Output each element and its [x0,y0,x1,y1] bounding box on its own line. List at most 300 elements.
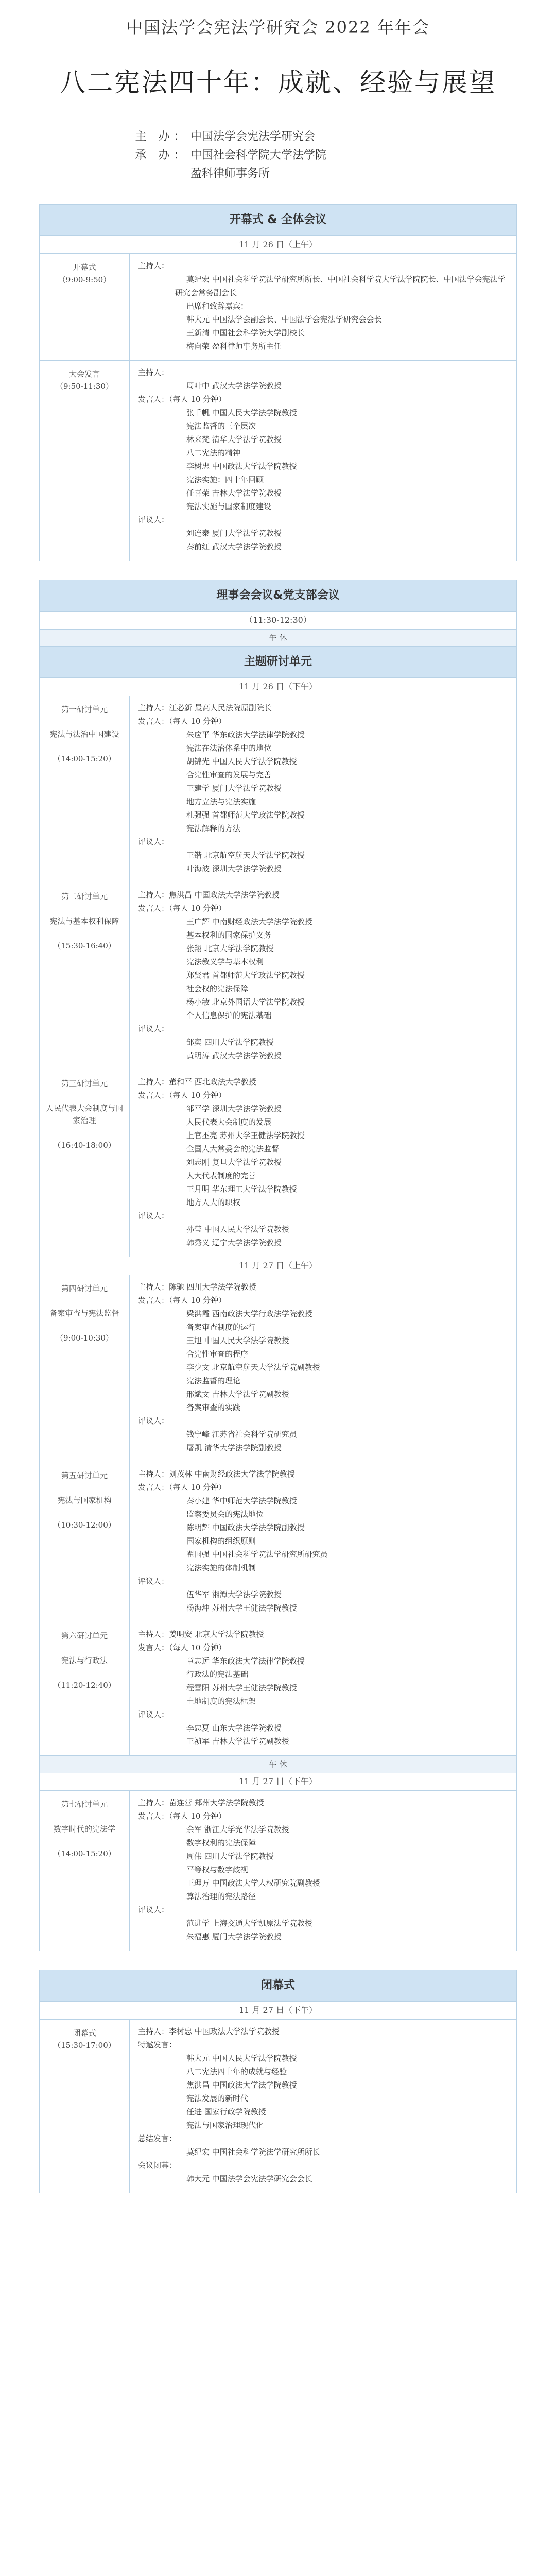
session-line [138,340,508,353]
session-line [138,822,508,835]
line-text: 国家机构的组织原则 [186,1536,256,1546]
session-line [138,915,508,928]
line-text: 王锴 北京航空航天大学法学院教授 [186,851,305,860]
role-label: 发言人： [138,1643,169,1652]
session-line [138,1601,508,1615]
session-line [138,1022,508,1036]
line-text: 秦前红 武汉大学法学院教授 [186,542,282,551]
role-label: 评议人： [138,515,169,524]
session-label-line: 第五研讨单元 [61,1471,108,1480]
session-line [138,1374,508,1387]
line-text: 董和平 西北政法大学教授 [169,1077,256,1087]
line-text: 叶海波 深圳大学法学院教授 [186,864,282,873]
line-text: 黄明涛 武汉大学法学院教授 [186,1051,282,1060]
line-text: 刘志刚 复旦大学法学院教授 [186,1158,282,1167]
line-text: 宪法实施与国家制度建设 [186,502,272,511]
session-line [138,1129,508,1142]
session-line [138,1102,508,1115]
role-label: 评议人： [138,1710,169,1719]
session-line [138,1876,508,1890]
session-line [138,2145,508,2159]
session-line [138,326,508,340]
line-text: 备案审查制度的运行 [186,1323,256,1332]
session-date: 11 月 27 日（下午） [39,1773,517,1790]
session-line [138,1721,508,1735]
session-line [138,1441,508,1454]
line-text: 梁洪霞 西南政法大学行政法学院教授 [186,1309,312,1318]
session-line [138,2105,508,2119]
session-label-line [45,1127,124,1139]
role-label: 评议人： [138,1024,169,1033]
session-line [138,1694,508,1708]
session-label-line: 大会发言 [68,369,100,379]
session-label-line [45,740,124,753]
line-text: 朱福惠 厦门大学法学院教授 [186,1932,282,1941]
line-text: 宪法实施的体制机制 [186,1563,256,1572]
session-line [138,942,508,955]
line-text: 备案审查的实践 [186,1403,241,1412]
session-line [138,1036,508,1049]
session-label [40,361,130,561]
program-body [0,204,556,2209]
session-line [138,1574,508,1588]
session-line [138,500,508,513]
organizer-list [134,128,422,183]
line-text: 章志远 华东政法大学法律学院教授 [186,1656,305,1666]
line-text: 王祯军 吉林大学法学院副教授 [186,1737,289,1746]
line-text: 焦洪昌 中国政法大学法学院教授 [186,2080,297,2090]
session-line [138,1320,508,1334]
role-label: 主持人： [138,1798,169,1807]
role-label: 主持人： [138,703,169,713]
session-label-line: 第七研讨单元 [61,1800,108,1809]
session-label-line: 人民代表大会制度与国家治理 [45,1104,123,1125]
session-label-line: 宪法与国家机构 [57,1496,112,1505]
line-text: （每人 10 分钟） [169,904,227,913]
role-label: 主持人： [138,890,169,900]
session-line [138,366,508,379]
session-label-line: （10:30-12:00） [53,1520,116,1530]
session-label-line [45,1295,124,1307]
role-label: 特邀发言： [138,2040,177,2049]
page-end [0,2193,556,2209]
session-label-line: 第二研讨单元 [61,892,108,901]
session-row [40,1462,516,1622]
role-label: 主持人： [138,1469,169,1479]
session-line [138,1668,508,1681]
host-name: 中国法学会宪法学研究会 [190,130,316,143]
line-text: 杨海坤 苏州大学王健法学院教授 [186,1603,297,1613]
session-line [138,1467,508,1481]
session-line [138,982,508,995]
line-text: 数字权利的宪法保障 [186,1838,256,1848]
line-text: 周叶中 武汉大学法学院教授 [186,381,282,391]
line-text: 李树忠 中国政法大学法学院教授 [186,462,297,471]
session-line [138,955,508,969]
session-details [130,1462,516,1622]
session-line [138,433,508,446]
session-line [138,1294,508,1307]
role-label: 主持人： [138,1282,169,1292]
session-line [138,1196,508,1209]
line-text: 王新清 中国社会科学院大学副校长 [186,328,305,337]
session-line [138,513,508,527]
session-row [40,883,516,1070]
session-details [130,361,516,561]
line-text: 宪法教义学与基本权利 [186,957,264,967]
session-label [40,1791,130,1951]
role-label: 主持人： [138,1077,169,1087]
line-text: （每人 10 分钟） [169,1296,227,1305]
host-label: 主 办： [135,130,189,143]
role-label: 发言人： [138,1091,169,1100]
session-label-line: 第一研讨单元 [61,705,108,714]
session-line [138,1414,508,1428]
session-line [138,1115,508,1129]
session-row [40,360,516,561]
session-line [138,1641,508,1654]
line-text: 屠凯 清华大学法学院副教授 [186,1443,282,1452]
session-line [138,1142,508,1156]
role-label: 评议人： [138,1211,169,1221]
session-row [40,1790,516,1951]
line-text: 合宪性审查的发展与完善 [186,770,272,779]
line-text: 出席和致辞嘉宾： [186,301,249,311]
session-line [138,862,508,875]
line-text: 莫纪宏 中国社会科学院法学研究所所长 [186,2147,320,2157]
organizer-row [134,146,422,165]
session-line [138,1401,508,1414]
role-label: 主持人： [138,261,169,270]
session-line [138,1628,508,1641]
line-text: 焦洪昌 中国政法大学法学院教授 [169,890,280,900]
line-text: 陈明辉 中国政法大学法学院副教授 [186,1523,305,1532]
role-label: 会议闭幕： [138,2161,177,2170]
line-text: 孙莹 中国人民大学法学院教授 [186,1225,289,1234]
session-label [40,883,130,1070]
line-text: 陈驰 四川大学法学院教授 [169,1282,256,1292]
session-line [138,888,508,902]
line-text: 土地制度的宪法框架 [186,1697,256,1706]
session-row [40,1070,516,1257]
session-line [138,2159,508,2172]
session-label-line: 第三研讨单元 [61,1079,108,1088]
line-text: 刘茂林 中南财经政法大学法学院教授 [169,1469,295,1479]
session-row [40,2019,516,2193]
session-line [138,2119,508,2132]
session-line [138,1850,508,1863]
line-text: 韩大元 中国人民大学法学院教授 [186,2054,297,2063]
session-label [40,1275,130,1462]
session-line [138,969,508,982]
session-line [138,1863,508,1876]
session-line [138,1049,508,1062]
line-text: 王广辉 中南财经政法大学法学院教授 [186,917,312,926]
section-band: 理事会会议&党支部会议 [39,580,517,612]
session-line [138,406,508,419]
session-label-line: 宪法与基本权利保障 [49,917,119,926]
session-label-line: 第六研讨单元 [61,1631,108,1640]
session-details [130,1070,516,1257]
conference-title: 八二宪法四十年：成就、经验与展望 [60,67,496,97]
role-label: 发言人： [138,717,169,726]
session-line [138,808,508,822]
line-text: 地方立法与宪法实施 [186,797,256,806]
session-details [130,883,516,1070]
session-row [40,1622,516,1755]
line-text: 全国人大常委会的宪法监督 [186,1144,280,1154]
line-text: 八二宪法的精神 [186,448,241,457]
session-line [138,902,508,915]
session-label-line [45,1482,124,1494]
role-label: 主持人： [138,368,169,377]
line-text: 行政法的宪法基础 [186,1670,249,1679]
line-text: 宪法解释的方法 [186,824,241,833]
session-table [39,696,517,1257]
session-line [138,1548,508,1561]
session-line [138,1089,508,1102]
session-line [138,540,508,553]
session-line [138,835,508,849]
session-line [138,1507,508,1521]
line-text: 李树忠 中国政法大学法学院教授 [169,2027,280,2036]
session-row [40,253,516,360]
role-label: 评议人： [138,837,169,846]
line-text: 莫纪宏 中国社会科学院法学研究所所长、中国社会科学院大学法学院院长、中国法学会宪法学研究会常务副会长 [175,275,506,297]
session-line [138,1796,508,1809]
session-line [138,2172,508,2185]
session-details [130,1791,516,1951]
session-line [138,1307,508,1320]
session-line [138,1917,508,1930]
session-label-line [45,1090,124,1102]
session-label-line: 闭幕式 [73,2028,96,2038]
line-text: 监察委员会的宪法地位 [186,1510,264,1519]
line-text: （每人 10 分钟） [169,395,227,404]
line-text: 王建学 厦门大学法学院教授 [186,784,282,793]
line-text: 算法治理的宪法路径 [186,1892,256,1901]
session-label-line: （9:00-9:50） [58,275,111,284]
session-line [138,768,508,782]
line-text: 王理万 中国政法大学人权研究院副教授 [186,1878,320,1888]
session-table [39,253,517,561]
line-text: 任进 国家行政学院教授 [186,2107,266,2116]
session-details [130,2020,516,2193]
role-label: 评议人： [138,1577,169,1586]
line-text: 秦小建 华中师范大学法学院教授 [186,1496,297,1505]
line-text: 宪法与国家治理现代化 [186,2121,264,2130]
section-gap [0,1951,556,1970]
session-line [138,715,508,728]
line-text: 社会权的宪法保障 [186,984,249,993]
session-line [138,1223,508,1236]
session-line [138,1361,508,1374]
line-text: 个人信息保护的宪法基础 [186,1011,272,1020]
session-line [138,1009,508,1022]
session-line [138,2065,508,2078]
session-line [138,782,508,795]
session-line [138,1169,508,1182]
session-label-line: 宪法与法治中国建设 [49,730,119,739]
session-line [138,379,508,393]
session-line [138,446,508,460]
line-text: 伍华军 湘潭大学法学院教授 [186,1590,282,1599]
role-label: 主持人： [138,2027,169,2036]
session-line [138,1809,508,1823]
session-label-line [45,1319,124,1332]
session-line [138,1534,508,1548]
session-label-line [45,1667,124,1679]
line-text: 宪法实施：四十年回顾 [186,475,264,484]
section-band: 开幕式 & 全体会议 [39,204,517,236]
session-line [138,2052,508,2065]
session-line [138,1280,508,1294]
session-label-line: 数字时代的宪法学 [53,1824,115,1834]
session-line [138,1521,508,1534]
line-text: 江必新 最高人民法院原副院长 [169,703,272,713]
co-organizer-name: 盈科律师事务所 [190,167,270,180]
line-text: 姜明安 北京大学法学院教授 [169,1630,264,1639]
line-text: 合宪性审查的程序 [186,1349,249,1359]
line-text: 翟国强 中国社会科学院法学研究所研究员 [186,1550,328,1559]
session-row [40,1275,516,1462]
session-line [138,701,508,715]
session-label-line [45,1642,124,1654]
line-text: 朱应平 华东政法大学法律学院教授 [186,730,305,739]
session-label-line: （9:00-10:30） [56,1333,113,1343]
session-line [138,2038,508,2052]
session-label-line [45,1506,124,1519]
session-details [130,696,516,883]
session-label-line: （9:50-11:30） [56,382,113,391]
session-label [40,254,130,360]
line-text: 邢斌文 吉林大学法学院副教授 [186,1389,289,1399]
session-line [138,299,508,313]
session-label-line: 第四研讨单元 [61,1284,108,1293]
session-label-line: （15:30-16:40） [53,941,116,951]
session-label-line [45,927,124,940]
session-label-line [45,1810,124,1823]
line-text: 余军 浙江大学光华法学院教授 [186,1825,289,1834]
line-text: 李少文 北京航空航天大学法学院副教授 [186,1363,320,1372]
session-line [138,1347,508,1361]
session-label-line: （16:40-18:00） [53,1141,116,1150]
line-text: 王旭 中国人民大学法学院教授 [186,1336,289,1345]
session-line [138,1428,508,1441]
session-label-line [45,903,124,915]
session-table [39,1790,517,1951]
line-text: 地方人大的职权 [186,1198,241,1207]
line-text: 人大代表制度的完善 [186,1171,256,1180]
line-text: 韩秀义 辽宁大学法学院教授 [186,1238,282,1247]
line-text: 苗连营 郑州大学法学院教授 [169,1798,264,1807]
role-label: 发言人： [138,1483,169,1492]
session-line [138,1588,508,1601]
session-line [138,995,508,1009]
session-label-line: （14:00-15:20） [53,754,116,764]
line-text: 杨小敏 北京外国语大学法学院教授 [186,997,305,1007]
session-label-line: （15:30-17:00） [53,2041,116,2050]
session-line [138,1836,508,1850]
session-line [138,1481,508,1494]
line-text: 韩大元 中国法学会副会长、中国法学会宪法学研究会会长 [186,315,382,324]
line-text: 人民代表大会制度的发展 [186,1117,272,1127]
line-text: 张千帆 中国人民大学法学院教授 [186,408,297,417]
line-text: 宪法在法治体系中的地位 [186,743,272,753]
session-label-line [45,716,124,728]
role-label: 评议人： [138,1416,169,1426]
session-line [138,1075,508,1089]
line-text: （每人 10 分钟） [169,1483,227,1492]
session-row [40,696,516,883]
line-text: 林来梵 清华大学法学院教授 [186,435,282,444]
role-label: 评议人： [138,1905,169,1914]
role-label: 发言人： [138,1811,169,1821]
line-text: 郑贤君 首都师范大学政法学院教授 [186,971,305,980]
session-line [138,2078,508,2092]
line-text: 基本权利的国家保护义务 [186,930,272,940]
role-label: 发言人： [138,1296,169,1305]
line-text: 平等权与数字歧视 [186,1865,249,1874]
line-text: 李忠夏 山东大学法学院教授 [186,1723,282,1733]
line-text: 邹奕 四川大学法学院教授 [186,1038,274,1047]
session-line [138,1930,508,1943]
session-line [138,1708,508,1721]
session-details [130,1622,516,1755]
line-text: 张翔 北京大学法学院教授 [186,944,274,953]
session-label [40,696,130,883]
session-line [138,728,508,741]
session-label-line: 备案审查与宪法监督 [49,1309,119,1318]
session-line [138,928,508,942]
session-line [138,1561,508,1574]
session-line [138,2092,508,2105]
session-line [138,755,508,768]
page-header [0,0,556,183]
line-text: 邹平学 深圳大学法学院教授 [186,1104,282,1113]
session-line [138,1494,508,1507]
section-band: 闭幕式 [39,1970,517,2002]
role-label: 主持人： [138,1630,169,1639]
session-label-line [45,1835,124,1848]
session-label-line: （11:20-12:40） [53,1681,116,1690]
session-label-line: （14:00-15:20） [53,1849,116,1858]
line-text: 范进学 上海交通大学凯原法学院教授 [186,1919,312,1928]
session-details [130,254,516,360]
session-table [39,2019,517,2193]
co-organizer-row [134,165,422,183]
session-line [138,1654,508,1668]
session-line [138,795,508,808]
session-line [138,2132,508,2145]
role-label: 发言人： [138,395,169,404]
session-line [138,1182,508,1196]
session-line [138,473,508,486]
line-text: 胡锦光 中国人民大学法学院教授 [186,757,297,766]
session-label-line: 开幕式 [73,263,96,272]
line-text: （每人 10 分钟） [169,1091,227,1100]
session-line [138,1681,508,1694]
session-line [138,1903,508,1917]
session-line [138,1334,508,1347]
session-line [138,1735,508,1748]
section-gap [0,561,556,580]
session-date: 11 月 27 日（上午） [39,1257,517,1275]
line-text: 刘连泰 厦门大学法学院教授 [186,529,282,538]
session-table [39,1275,517,1756]
session-line [138,486,508,500]
line-text: 宪法监督的理论 [186,1376,241,1385]
